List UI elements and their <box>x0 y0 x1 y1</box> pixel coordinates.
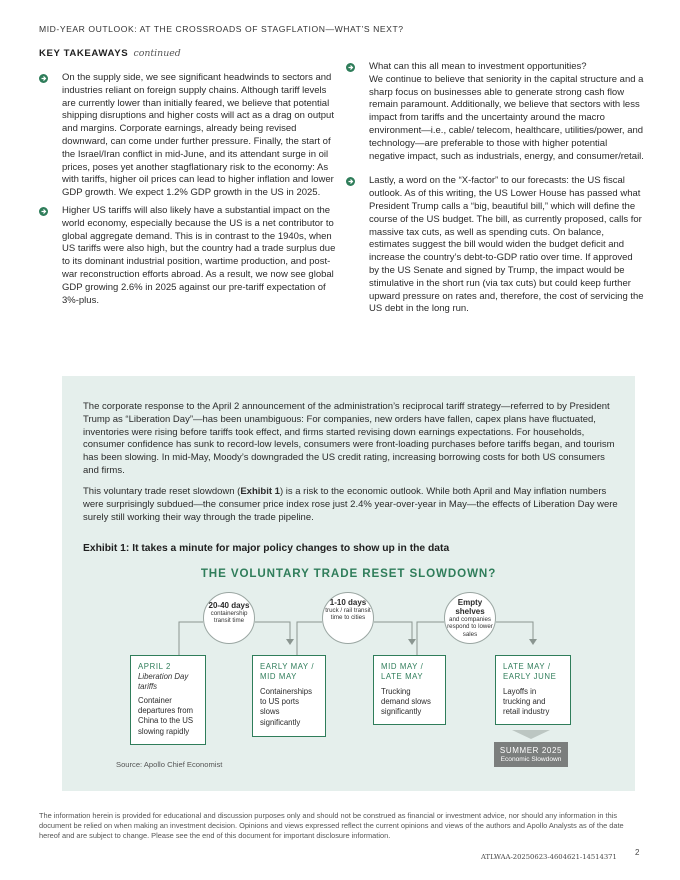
stage-box-april <box>130 655 206 745</box>
bullet-question: What can this all mean to investment opportunities? <box>369 61 587 72</box>
stage-box-late-may <box>373 655 446 725</box>
stage-title: EARLY MAY / MID MAY <box>260 662 315 681</box>
diagram-title: THE VOLUNTARY TRADE RESET SLOWDOWN? <box>200 567 497 580</box>
stage-description: Container departures from China to the US slowing rapidly <box>138 696 194 736</box>
stage-box-june <box>495 655 571 725</box>
circle-main: 20-40 days <box>208 601 250 610</box>
down-chevron-icon <box>512 730 550 739</box>
panel-para2-start: This voluntary trade reset slowdown ( <box>83 486 241 497</box>
final-stage-title: SUMMER 2025 <box>499 746 563 755</box>
connector-3-out <box>496 622 533 639</box>
exhibit-reference: Exhibit 1 <box>240 486 280 497</box>
bullet-text: On the supply side, we see significant headwinds to sectors and industries reliant on foreign supply chains. Although tariff levels are currently lower than initially feared, we believe that potential shipping disruptions and higher costs will act as a drag on output and margins. Corporate earnings, already being revised downward, can come under further pressure. Finally, the start of the Israel/Iran conflict in mid-June, and its attendant surge in oil prices, poses yet another stagflationary risk to the economy: As with tariffs, higher oil prices can lead to higher inflation and lower GDP growth. We expect 1.2% GDP growth in the US in 2025. <box>62 72 334 199</box>
final-stage-box <box>494 742 568 767</box>
circle-transit-1 <box>203 592 255 644</box>
page-header: MID-YEAR OUTLOOK: AT THE CROSSROADS OF STAGFLATION—WHAT’S NEXT? <box>39 24 404 34</box>
stage-title: APRIL 2 <box>138 662 171 671</box>
circle-transit-2 <box>322 592 374 644</box>
exhibit-title: Exhibit 1: It takes a minute for major policy changes to show up in the data <box>83 543 450 554</box>
page-number: 2 <box>635 848 640 857</box>
disclaimer: The information herein is provided for educational and discussion purposes only and should not be construed as financial or investment advice, nor should any information in this document be relied on when making an investment decision. Opinions and views expressed reflect the current opinions and views of the authors and Apollo Analysts as of the date hereof and are subject to change. Please see the end of this document for important disclosure information. <box>39 811 624 840</box>
stage-title: LATE MAY / EARLY JUNE <box>503 662 557 681</box>
section-suffix: continued <box>133 48 181 59</box>
connector-2-out <box>374 622 412 639</box>
section-title-text: KEY TAKEAWAYS <box>39 48 129 59</box>
circle-sub: containership transit time <box>210 610 248 625</box>
bullet-text: Higher US tariffs will also likely have a substantial impact on the world economy, especially because the US is a net contributor to global aggregate demand. This is in contrast to the 1940s, when US tariffs were also high, but the country had a trade surplus due to its dominant industrial position, wartime production, and post-war reconstruction efforts abroad. As a result, we now see global GDP growing 2.6% in 2025 against our pre-tariff expectation of 3%-plus. <box>62 204 336 306</box>
bullet-text: We continue to believe that seniority in the capital structure and a sharp focus on businesses able to generate strong cash flow remain paramount. Additionally, we believe that sectors with less impact from tariffs and the uncertainty around the macro environment—i.e., cable/ telecom, healthcare, utilities/power, and technology—are preferable to those with higher potential negative impact, such as industrials, energy, and consumer/retail. <box>369 73 644 162</box>
circle-transit-3 <box>444 592 496 644</box>
document-code: ATLWAA-20250623-4604621-14514371 <box>481 853 617 861</box>
stage-title: MID MAY / LATE MAY <box>381 662 424 681</box>
circle-sub: truck / rail transit time to cities <box>325 607 371 622</box>
circle-main: 1-10 days <box>329 598 367 607</box>
connector-1-out <box>255 622 290 639</box>
bullet-text: Lastly, a word on the “X-factor” to our forecasts: the US fiscal outlook. As of this writing, the US Lower House has passed what President Trump calls a “big, beautiful bill,” which will define the course of the US budget. The bill, as currently proposed, calls for massive tax cuts, as well as spending cuts. On balance, estimates suggest the bill would widen the budget deficit and increase the country’s debt-to-GDP ratio over time. If approved by the US Senate and signed by Trump, the impact would be stimulative in the short run (via tax cuts) but could keep further upward pressure on rates and, therefore, the cost of servicing the US debt in the long run. <box>369 175 644 315</box>
stage-box-may <box>252 655 326 737</box>
panel-para1-text: The corporate response to the April 2 announcement of the administration’s reciprocal tariff strategy—referred to by President Trump as “Liberation Day”—has been unambiguous: For companies, new orders have fallen, capex plans have fluctuated, inventories were rising before tariffs took effect, and firms started revising down earnings expectations. For households, consumer confidence has sunk to record-low levels, consumers were front-loading purchases before tariffs began, and tourism has been slowing. In mid-May, Moody’s downgraded the US credit rating, increasing borrowing costs for both US consumers and firms. <box>83 401 615 476</box>
circle-sub: and companies respond to lower sales <box>447 616 493 638</box>
stage-description: Containerships to US ports slows significantly <box>260 687 313 727</box>
panel-para2-end: ) is a risk to the economic outlook. While both April and May inflation numbers were surprisingly subdued—the consumer price index rose just 2.4% year-over-year in May—the effects of Liberation Day were surely still working their way through the trade pipeline. <box>83 486 618 523</box>
source-note: Source: Apollo Chief Economist <box>116 760 223 769</box>
stage-subtitle: Liberation Day tariffs <box>138 672 189 691</box>
final-stage-subtitle: Economic Slowdown <box>500 756 562 763</box>
stage-description: Layoffs in trucking and retail industry <box>503 687 550 717</box>
circle-main: Empty shelves <box>455 598 485 616</box>
stage-description: Trucking demand slows significantly <box>381 687 431 717</box>
